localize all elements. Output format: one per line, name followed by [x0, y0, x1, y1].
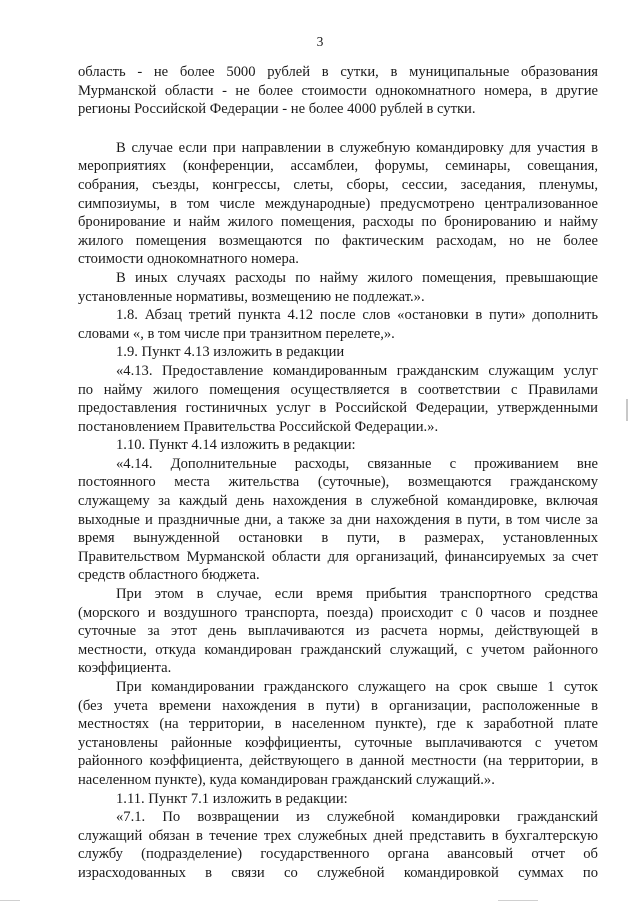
text-line: В случае если при направлении в служебную командировку для участия в: [116, 139, 598, 156]
text-line: словами «, в том числе при транзитном перелете,».: [78, 325, 395, 342]
text-line: предоставления гостиничных услуг в Российской Федерации, утвержденными: [78, 400, 598, 417]
text-line: В иных случаях расходы по найму жилого помещения, превышающие: [116, 269, 598, 286]
text-line: установлены районные коэффициенты, суточные выплачиваются с учетом: [78, 734, 598, 751]
text-line: 1.9. Пункт 4.13 изложить в редакции: [116, 344, 345, 361]
text-line: 1.10. Пункт 4.14 изложить в редакции:: [116, 437, 356, 454]
text-line: населенном пункте), куда командирован гражданский служащий.».: [78, 771, 495, 788]
text-line: постановлением Правительства Российской Федерации.».: [78, 418, 439, 435]
text-line: Мурманской области - не более стоимости однокомнатного номера, в другие: [78, 82, 598, 99]
scan-edge-mark: [626, 399, 628, 421]
paragraph-gap: [78, 119, 598, 139]
text-line: выходные и праздничные дни, а также за дни нахождения в пути, в том числе за: [78, 511, 598, 528]
text-line: местностях (на территории, в населенном пункте), где к заработной плате: [78, 716, 598, 733]
text-line: израсходованных в связи со служебной командировкой суммах по: [78, 864, 598, 881]
text-line: средств областного бюджета.: [78, 567, 260, 584]
text-line: 1.11. Пункт 7.1 изложить в редакции:: [116, 790, 348, 807]
text-line: симпозиумы, в том числе международные) предусмотрено централизованное: [78, 195, 598, 212]
text-line: стоимости однокомнатного номера.: [78, 251, 299, 268]
text-line: «4.13. Предоставление командированным гражданским служащим услуг: [116, 362, 598, 379]
text-line: (морского и воздушного транспорта, поезда) происходит с 0 часов и позднее: [78, 604, 598, 621]
text-line: районного коэффициента, действующего в данной местности (на территории, в: [78, 753, 598, 770]
text-line: «7.1. По возвращении из служебной командировки гражданский: [116, 809, 598, 826]
text-line: установленные нормативы, возмещению не подлежат.».: [78, 288, 425, 305]
text-line: службу (подразделение) государственного органа авансовый отчет об: [78, 846, 598, 863]
text-line: При этом в случае, если время прибытия транспортного средства: [116, 586, 598, 603]
text-line: служащему за каждый день нахождения в служебной командировке, включая: [78, 493, 598, 510]
text-line: коэффициента.: [78, 660, 172, 677]
text-line: суточные за этот день выплачиваются из расчета нормы, действующей в: [78, 623, 598, 640]
text-line: 1.8. Абзац третий пункта 4.12 после слов «остановки в пути» дополнить: [116, 307, 598, 324]
text-line: бронирование и найм жилого помещения, расходы по бронированию и найму: [78, 214, 598, 231]
text-line: (без учета времени нахождения в пути) в организации, расположенные в: [78, 697, 598, 714]
text-line: жилого помещения возмещаются по фактическим расходам, но не более: [78, 232, 598, 249]
text-line: мероприятиях (конференции, ассамблеи, форумы, семинары, совещания,: [78, 158, 598, 175]
document-body: [78, 63, 598, 883]
text-line: по найму жилого помещения осуществляется в соответствии с Правилами: [78, 381, 598, 398]
scan-artifact-left: [0, 900, 20, 901]
text-line: Правительством Мурманской области для организаций, финансируемых за счет: [78, 548, 598, 565]
text-line: собрания, съезды, конгрессы, слеты, сборы, сессии, заседания, пленумы,: [78, 176, 598, 193]
text-line: При командировании гражданского служащего на срок свыше 1 суток: [116, 679, 598, 695]
text-line: служащий обязан в течение трех служебных дней представить в бухгалтерскую: [78, 827, 598, 844]
text-line: область - не более 5000 рублей в сутки, в муниципальные образования: [78, 64, 598, 80]
text-line: «4.14. Дополнительные расходы, связанные с проживанием вне: [116, 455, 598, 472]
text-line: время вынужденной остановки в пути, в размерах, установленных: [78, 530, 598, 547]
text-line: постоянного места жительства (суточные), возмещаются гражданскому: [78, 474, 598, 491]
text-line: регионы Российской Федерации - не более 4000 рублей в сутки.: [78, 101, 476, 118]
scan-artifact-bottom: [498, 900, 538, 901]
text-line: местности, откуда командирован гражданский служащий, с учетом районного: [78, 641, 598, 658]
page-number: 3: [316, 34, 324, 49]
